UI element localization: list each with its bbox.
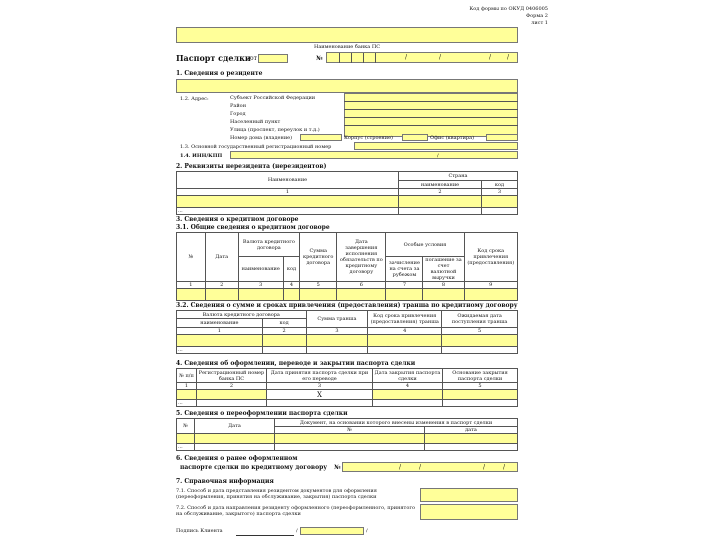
section-3-title: 3. Сведения о кредитном договоре (176, 216, 299, 223)
col-country: Страна (399, 172, 518, 181)
tranche-code-cell[interactable] (262, 335, 306, 347)
s6-slash-1: / (399, 464, 402, 471)
h-end: Дата завершения исполнения обязательств по кредитному договору (337, 233, 386, 282)
addr-locality: Населенный пункт (230, 119, 281, 125)
nonresident-code-cell[interactable] (482, 196, 518, 208)
nonresident-name-cell[interactable] (177, 196, 399, 208)
h-date: Дата (205, 233, 238, 282)
credit-no-cell[interactable] (177, 289, 206, 301)
resident-name-field[interactable] (176, 79, 518, 93)
t2n4: 4 (368, 328, 442, 335)
s5-h-docdate: дата (425, 427, 518, 434)
innkpp-label: 1.4. ИНН/КПП (180, 153, 223, 159)
t2n3: 3 (306, 328, 368, 335)
reg-dots: ... (177, 400, 197, 407)
slash-1: / (405, 54, 408, 61)
credit-end-cell[interactable] (337, 289, 386, 301)
passport-number-field[interactable] (326, 52, 518, 63)
signature-slash-2: / (366, 528, 368, 534)
s6-slash-2: / (419, 464, 422, 471)
tranche-date-cell[interactable] (442, 335, 518, 347)
h-special: Особые условия (386, 233, 464, 257)
tranche-sum-cell[interactable] (306, 335, 368, 347)
num-3: 3 (482, 189, 518, 196)
office-label: Офис (квартира) (430, 135, 475, 141)
ogrn-label: 1.3. Основной государственный регистрационный номер (180, 144, 332, 150)
h-sum: Сумма кредитного договора (300, 233, 337, 282)
t2n1: 1 (177, 328, 263, 335)
reg-no-cell[interactable] (177, 390, 197, 400)
h-currency: Валюта кредитного договора (238, 233, 300, 257)
slash-2: / (439, 54, 442, 61)
col-country-name: наименование (399, 181, 482, 189)
section-7-title: 7. Справочная информация (176, 478, 274, 485)
signature-line[interactable] (236, 535, 294, 536)
s4-h-close: Дата закрытия паспорта сделки (373, 369, 443, 383)
n4: 4 (283, 282, 299, 289)
section-5-title: 5. Сведения о переоформлении паспорта сделки (176, 410, 348, 417)
addr-subject: Субъект Российской Федерации (230, 95, 316, 101)
credit-date-cell[interactable] (205, 289, 238, 301)
ogrn-field[interactable] (354, 142, 518, 150)
innkpp-field[interactable] (230, 151, 518, 159)
tranche-dots: ... (177, 347, 263, 354)
close-date-cell[interactable] (373, 390, 443, 400)
n8: 8 (423, 282, 464, 289)
s6-slash-3: / (483, 464, 486, 471)
reissue-docno-cell[interactable] (275, 434, 425, 444)
s6-slash-4: / (503, 464, 506, 471)
num-2: 2 (399, 189, 482, 196)
s4n1: 1 (177, 383, 197, 390)
s6-number-sign: № (334, 464, 341, 471)
s5-h-doc: Документ, на основании которого внесены изменения в паспорт сделки (275, 419, 518, 427)
t2-term: Код срока привлечения (предоставления) транша (368, 311, 442, 328)
address-label: 1.2. Адрес: (180, 96, 209, 102)
s4-h-reg: Регистрационный номер банка ПС (197, 369, 267, 383)
passport-title: Паспорт сделки (176, 53, 251, 63)
sheet-number: лист 1 (531, 20, 548, 26)
h-sp1: зачисление на счета за рубежом (386, 257, 423, 282)
addr-house: Номер дома (владение) (230, 135, 293, 141)
slash-4: / (507, 54, 510, 61)
reg-number-cell[interactable] (197, 390, 267, 400)
bank-name-label: Наименование банка ПС (313, 44, 381, 50)
h-no: № (177, 233, 206, 282)
s4-h-accept: Дата принятия паспорта сделки при его переводе (267, 369, 373, 383)
s7-p2: 7.2. Способ и дата направления резиденту оформленного (переоформленного, принятого на обслуживание, закрытого) паспорта сделки (176, 505, 415, 517)
n6: 6 (337, 282, 386, 289)
h-sp2: погашение за счет валютной выручки (423, 257, 464, 282)
registration-table (176, 368, 518, 407)
n2: 2 (205, 282, 238, 289)
t2-name: наименование (177, 319, 263, 328)
credit-cur-code-cell[interactable] (283, 289, 299, 301)
s4n2: 2 (197, 383, 267, 390)
korpus-label: Корпус (строение) (344, 135, 394, 141)
addr-district: Район (230, 103, 247, 109)
credit-sp1-cell[interactable] (386, 289, 423, 301)
section-2-title: 2. Реквизиты нерезидента (нерезидентов) (176, 163, 327, 170)
credit-table (176, 232, 518, 301)
col-name: Наименование (177, 172, 399, 189)
n7: 7 (386, 282, 423, 289)
s4n3: 3 (267, 383, 373, 390)
address-fields[interactable] (344, 93, 518, 137)
section-1-title: 1. Сведения о резиденте (176, 70, 263, 77)
tranche-term-cell[interactable] (368, 335, 442, 347)
s7-p1-field[interactable] (420, 488, 518, 502)
s4-h-no: № п/п (177, 369, 197, 383)
section-6-title: 6. Сведения о ранее оформленном (176, 455, 298, 462)
col-code: код (482, 181, 518, 189)
office-field[interactable] (486, 134, 518, 141)
section-6-title-2: паспорте сделки по кредитному договору (180, 464, 328, 471)
credit-cur-name-cell[interactable] (238, 289, 283, 301)
credit-sum-cell[interactable] (300, 289, 337, 301)
previous-passport-field[interactable] (342, 462, 518, 472)
n1: 1 (177, 282, 206, 289)
section-4-title: 4. Сведения об оформлении, переводе и закрытии паспорта сделки (176, 360, 416, 367)
t2n5: 5 (442, 328, 518, 335)
t2n2: 2 (262, 328, 306, 335)
n5: 5 (300, 282, 337, 289)
section-3-2-title: 3.2. Сведения о сумме и сроках привлечения (предоставления) транша по кредитному договору (176, 302, 518, 309)
close-reason-cell[interactable] (443, 390, 518, 400)
nonresident-table (176, 171, 518, 215)
passport-date-field[interactable] (258, 54, 288, 63)
bank-name-field[interactable] (176, 27, 518, 43)
credit-rate-cell[interactable] (464, 289, 517, 301)
s5-h-date: Дата (195, 419, 275, 434)
reissue-dots: ... (177, 444, 195, 451)
form-number: Форма 2 (525, 13, 548, 19)
reissue-date-cell[interactable] (195, 434, 275, 444)
tranche-table (176, 310, 518, 354)
okud-code: Код формы по ОКУД 0406005 (469, 6, 548, 12)
credit-sp2-cell[interactable] (423, 289, 464, 301)
reissue-no-cell[interactable] (177, 434, 195, 444)
signature-slash: / (296, 528, 298, 534)
s5-h-docno: № (275, 427, 425, 434)
h-rate: Код срока привлечения (предоставления) (464, 233, 517, 282)
reissue-docdate-cell[interactable] (425, 434, 518, 444)
passport-number-sign: № (316, 55, 323, 62)
tranche-name-cell[interactable] (177, 335, 263, 347)
slash-3: / (489, 54, 492, 61)
t2-date: Ожидаемая дата поступления транша (442, 311, 518, 328)
house-field[interactable] (300, 134, 342, 141)
accept-date-cell[interactable]: X (267, 390, 373, 400)
t2-code: код (262, 319, 306, 328)
t2-currency: Валюта кредитного договора (177, 311, 307, 319)
passport-from: от (250, 55, 257, 62)
signature-name-field[interactable] (300, 527, 364, 535)
t2-sum: Сумма транша (306, 311, 368, 328)
signature-label: Подпись Клиента (176, 528, 223, 534)
h-cur-name: наименование (238, 257, 283, 282)
s7-p1: 7.1. Способ и дата представления резидентом документов для оформления (переоформления, принятия на обслуживание, закрытия) паспорта сделки (176, 488, 377, 500)
korpus-field[interactable] (402, 134, 428, 141)
s4n5: 5 (443, 383, 518, 390)
s4n4: 4 (373, 383, 443, 390)
s7-p2-field[interactable] (420, 504, 518, 520)
n9: 9 (464, 282, 517, 289)
nonresident-country-cell[interactable] (399, 196, 482, 208)
s4-h-reason: Основание закрытия паспорта сделки (443, 369, 518, 383)
n3: 3 (238, 282, 283, 289)
addr-street: Улица (проспект, переулок и т.д.) (230, 127, 320, 133)
addr-city: Город (230, 111, 246, 117)
num-1: 1 (177, 189, 399, 196)
h-cur-code: код (283, 257, 299, 282)
section-3-1-title: 3.1. Общие сведения о кредитном договоре (176, 224, 330, 231)
innkpp-slash: / (437, 153, 439, 159)
s5-h-no: № (177, 419, 195, 434)
dots: ... (177, 208, 399, 215)
reissue-table (176, 418, 518, 451)
